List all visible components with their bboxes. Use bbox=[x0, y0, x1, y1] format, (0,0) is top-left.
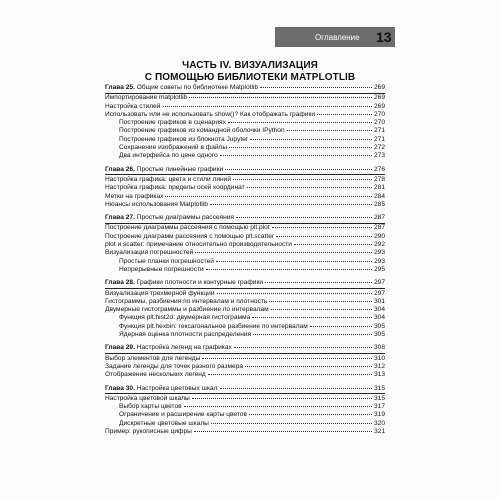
toc-entry[interactable] bbox=[105, 266, 385, 274]
toc-chapter-entry-text bbox=[105, 279, 263, 287]
toc-entry-page: 269 bbox=[373, 94, 385, 102]
toc-entry-page: 270 bbox=[373, 119, 385, 127]
toc-entry[interactable] bbox=[105, 193, 385, 201]
toc-entry[interactable] bbox=[105, 144, 385, 152]
dot-leader bbox=[229, 147, 372, 148]
toc-entry-text: Построение диаграмм рассеяния с помощью plt.scatter bbox=[105, 232, 275, 240]
toc-entry-page: 304 bbox=[373, 306, 385, 314]
toc-entry-text: Задание легенды для точек разного размера bbox=[105, 362, 244, 370]
toc-entry[interactable] bbox=[105, 119, 385, 127]
chapter-block bbox=[105, 385, 385, 437]
dot-leader bbox=[269, 301, 372, 302]
dot-leader bbox=[245, 366, 372, 367]
toc-entry-page: 317 bbox=[373, 403, 385, 411]
toc-entry[interactable] bbox=[105, 420, 385, 428]
toc-chapter-entry-page: 308 bbox=[373, 344, 385, 352]
toc-entry-page: 305 bbox=[373, 331, 385, 339]
toc-entry-text: plot и scatter: примечание относительно производительности bbox=[105, 241, 292, 249]
toc-entry[interactable] bbox=[105, 184, 385, 192]
toc-chapter-entry-text bbox=[105, 385, 218, 393]
toc-entry-page: 293 bbox=[373, 257, 385, 265]
toc-entry-text: Ограничение и расширение карты цветов bbox=[119, 411, 247, 419]
chapter-title: Настройка легенд на графиках bbox=[134, 344, 232, 352]
toc-entry-text: Настройка цветовой шкалы bbox=[105, 394, 190, 402]
toc-chapter-entry-text bbox=[105, 84, 258, 92]
toc-entry[interactable] bbox=[105, 290, 385, 298]
toc-chapter-entry[interactable] bbox=[105, 214, 385, 222]
toc-entry[interactable] bbox=[105, 395, 385, 403]
toc-entry-text: Непрерывные погрешности bbox=[119, 265, 204, 273]
dot-leader bbox=[216, 261, 372, 262]
toc-entry[interactable] bbox=[105, 371, 385, 379]
toc-entry-page: 285 bbox=[373, 200, 385, 208]
toc-entry[interactable] bbox=[105, 111, 385, 119]
running-header-section: Оглавление bbox=[315, 33, 360, 42]
dot-leader bbox=[276, 236, 372, 237]
toc-entry[interactable] bbox=[105, 201, 385, 209]
toc-chapter-entry[interactable] bbox=[105, 385, 385, 393]
toc-chapter-entry-text bbox=[105, 166, 223, 174]
dot-leader bbox=[236, 217, 372, 218]
dot-leader bbox=[189, 97, 372, 98]
toc-entry[interactable] bbox=[105, 176, 385, 184]
toc-entry-page: 292 bbox=[373, 241, 385, 249]
toc-entry-page: 273 bbox=[373, 152, 385, 160]
dot-leader bbox=[250, 139, 372, 140]
toc-entry[interactable] bbox=[105, 233, 385, 241]
toc-entry[interactable] bbox=[105, 298, 385, 306]
chapter-block bbox=[105, 214, 385, 274]
toc-entry-text: Импортирование matplotlib bbox=[105, 94, 188, 102]
dot-leader bbox=[202, 358, 372, 359]
toc-chapter-entry-text bbox=[105, 214, 234, 222]
toc-entry-page: 315 bbox=[373, 394, 385, 402]
toc-entry[interactable] bbox=[105, 411, 385, 419]
toc-entry-text: Выбор карты цветов bbox=[119, 403, 182, 411]
dot-leader bbox=[206, 269, 372, 270]
toc-chapter-entry-page: 297 bbox=[373, 279, 385, 287]
toc-entry-text: Простые планки погрешностей bbox=[119, 257, 214, 265]
toc-entry-text: Сохранение изображений в файлы bbox=[119, 144, 228, 152]
dot-leader bbox=[253, 334, 372, 335]
dot-leader bbox=[228, 122, 372, 123]
page-number: 13 bbox=[376, 29, 392, 45]
dot-leader bbox=[208, 374, 372, 375]
toc-chapter-entry-page: 315 bbox=[373, 384, 385, 392]
chapter-label: Глава 26. bbox=[105, 165, 135, 173]
toc-chapter-entry-text bbox=[105, 344, 232, 352]
chapter-block bbox=[105, 84, 385, 161]
chapter-label: Глава 28. bbox=[105, 279, 135, 287]
dot-leader bbox=[234, 347, 372, 348]
toc-entry[interactable] bbox=[105, 306, 385, 314]
toc-entry-page: 271 bbox=[373, 135, 385, 143]
toc-entry-text: Использовать или не использовать show()? Как отображать графики bbox=[105, 110, 316, 118]
toc-entry-text: Построение графиков из блокнота Jupyter bbox=[119, 135, 249, 143]
toc-entry[interactable] bbox=[105, 224, 385, 232]
chapter-block bbox=[105, 279, 385, 339]
toc-entry-text: Гистограммы, разбиения по интервалам и плотность bbox=[105, 297, 268, 305]
dot-leader bbox=[220, 388, 372, 389]
chapter-title: Общие советы по библиотеке Matplotlib bbox=[134, 84, 259, 91]
toc-entry-page: 310 bbox=[373, 354, 385, 362]
toc-entry[interactable] bbox=[105, 249, 385, 257]
toc-chapter-entry[interactable] bbox=[105, 84, 385, 92]
dot-leader bbox=[265, 282, 372, 283]
dot-leader bbox=[294, 244, 372, 245]
dot-leader bbox=[233, 179, 372, 180]
toc-chapter-entry-page: 287 bbox=[373, 214, 385, 222]
toc-entry-page: 320 bbox=[373, 419, 385, 427]
toc-entry-text: Визуализация трехмерной функции bbox=[105, 289, 215, 297]
toc-entry[interactable] bbox=[105, 152, 385, 160]
toc-chapter-entry[interactable] bbox=[105, 279, 385, 287]
chapter-label: Глава 30. bbox=[105, 384, 135, 392]
toc-entry[interactable] bbox=[105, 258, 385, 266]
toc-entry[interactable] bbox=[105, 331, 385, 339]
toc-entry-page: 281 bbox=[373, 184, 385, 192]
toc-entry-text: Настройка графика: пределы осей координат bbox=[105, 184, 245, 192]
toc-entry-text: Выбор элементов для легенды bbox=[105, 354, 201, 362]
toc-entry-page: 278 bbox=[373, 175, 385, 183]
toc-entry-page: 297 bbox=[373, 289, 385, 297]
toc-entry[interactable] bbox=[105, 94, 385, 102]
toc-entry-text: Построение диаграммы рассеяния с помощью plt.plot bbox=[105, 224, 270, 232]
toc-entry-page: 321 bbox=[373, 427, 385, 435]
toc-chapter-entry-page: 276 bbox=[373, 165, 385, 173]
dot-leader bbox=[194, 431, 372, 432]
dot-leader bbox=[217, 293, 372, 294]
dot-leader bbox=[310, 326, 372, 327]
dot-leader bbox=[287, 130, 372, 131]
toc-entry[interactable] bbox=[105, 403, 385, 411]
toc-entry-page: 272 bbox=[373, 144, 385, 152]
table-of-contents bbox=[105, 84, 385, 436]
toc-entry[interactable] bbox=[105, 314, 385, 322]
toc-entry[interactable] bbox=[105, 103, 385, 111]
dot-leader bbox=[252, 317, 372, 318]
chapter-title: Простые диаграммы рассеяния bbox=[134, 214, 235, 222]
toc-entry-page: 287 bbox=[373, 224, 385, 232]
part-title bbox=[100, 60, 400, 84]
dot-leader bbox=[195, 252, 372, 253]
toc-entry-page: 305 bbox=[373, 322, 385, 330]
chapter-label: Глава 29. bbox=[105, 344, 135, 352]
toc-entry-text: Настройка графика: цвета и стили линий bbox=[105, 175, 232, 183]
toc-entry-text: Настройка стилей bbox=[105, 102, 161, 110]
toc-entry-text: Нюансы использования Matplotlib bbox=[105, 200, 208, 208]
chapter-block bbox=[105, 344, 385, 379]
toc-entry-page: 313 bbox=[373, 371, 385, 379]
dot-leader bbox=[247, 187, 372, 188]
dot-leader bbox=[272, 227, 372, 228]
dot-leader bbox=[165, 196, 372, 197]
chapter-title: Настройка цветовых шкал bbox=[134, 384, 218, 392]
dot-leader bbox=[225, 169, 372, 170]
toc-entry-text: Функция plt.hexbin: гексагональное разбиение по интервалам bbox=[119, 322, 308, 330]
toc-entry-page: 301 bbox=[373, 297, 385, 305]
toc-entry-page: 271 bbox=[373, 127, 385, 135]
dot-leader bbox=[220, 155, 372, 156]
toc-entry-page: 312 bbox=[373, 362, 385, 370]
toc-entry[interactable] bbox=[105, 363, 385, 371]
part-title-line-2: С ПОМОЩЬЮ БИБЛИОТЕКИ MATPLOTLIB bbox=[144, 72, 356, 83]
toc-entry-text: Построение графиков из командной оболочки IPython bbox=[119, 127, 285, 135]
toc-entry[interactable] bbox=[105, 323, 385, 331]
dot-leader bbox=[210, 204, 372, 205]
toc-entry-text: Пример: рукописные цифры bbox=[105, 427, 192, 435]
toc-entry-text: Метки на графиках bbox=[105, 192, 164, 200]
toc-entry[interactable] bbox=[105, 127, 385, 135]
dot-leader bbox=[163, 106, 372, 107]
chapter-label: Глава 27. bbox=[105, 214, 135, 222]
chapter-block bbox=[105, 166, 385, 209]
toc-entry-page: 293 bbox=[373, 249, 385, 257]
toc-entry[interactable] bbox=[105, 136, 385, 144]
dot-leader bbox=[271, 309, 372, 310]
chapter-title: Графики плотности и контурные графики bbox=[134, 279, 264, 287]
toc-entry-text: Два интерфейса по цене одного bbox=[119, 152, 218, 160]
toc-entry-page: 269 bbox=[373, 102, 385, 110]
toc-entry[interactable] bbox=[105, 428, 385, 436]
toc-entry-page: 270 bbox=[373, 110, 385, 118]
chapter-title: Простые линейные графики bbox=[134, 165, 224, 173]
dot-leader bbox=[260, 87, 372, 88]
toc-chapter-entry[interactable] bbox=[105, 344, 385, 352]
dot-leader bbox=[317, 114, 372, 115]
toc-entry-page: 319 bbox=[373, 411, 385, 419]
toc-entry-text: Ядерная оценка плотности распределения bbox=[119, 331, 252, 339]
toc-chapter-entry[interactable] bbox=[105, 166, 385, 174]
toc-entry-text: Дискретные цветовые шкалы bbox=[119, 419, 209, 427]
toc-entry-text: Визуализация погрешностей bbox=[105, 249, 194, 257]
toc-entry[interactable] bbox=[105, 241, 385, 249]
dot-leader bbox=[211, 423, 372, 424]
toc-entry-page: 304 bbox=[373, 314, 385, 322]
toc-entry[interactable] bbox=[105, 355, 385, 363]
toc-entry-text: Построение графиков в сценариях bbox=[119, 119, 226, 127]
chapter-label: Глава 25. bbox=[105, 84, 135, 91]
toc-entry-text: Двумерные гистограммы и разбиение по интервалам bbox=[105, 306, 269, 314]
dot-leader bbox=[192, 398, 372, 399]
toc-entry-page: 295 bbox=[373, 265, 385, 273]
toc-entry-text: Отображение нескольких легенд bbox=[105, 371, 206, 379]
toc-chapter-entry-page: 269 bbox=[373, 84, 385, 91]
toc-entry-text: Функция plt.hist2d: двумерная гистограмма bbox=[119, 314, 251, 322]
dot-leader bbox=[249, 414, 372, 415]
dot-leader bbox=[184, 406, 372, 407]
toc-entry-page: 290 bbox=[373, 232, 385, 240]
toc-entry-page: 284 bbox=[373, 192, 385, 200]
part-title-line-1: ЧАСТЬ IV. ВИЗУАЛИЗАЦИЯ bbox=[182, 60, 318, 71]
